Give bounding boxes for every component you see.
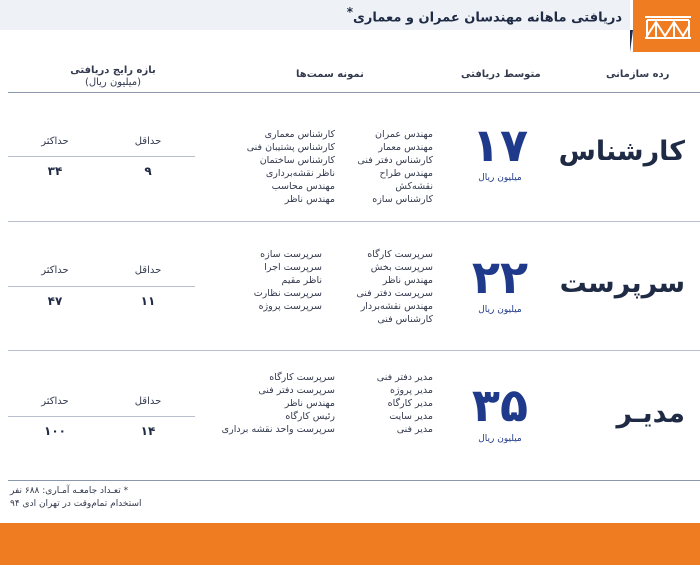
range-min-label: حداقل xyxy=(134,396,162,407)
average-unit: میلیون ریال xyxy=(478,434,522,444)
roles-list-a: مدیر دفتر فنی مدیر پروژه مدیر کارگاه مدیر سایت مدیر فنی xyxy=(376,372,433,435)
roles-list-b: کارشناس معماری کارشناس پشتیبان فنی کارشناس ساختمان ناظر نقشه‌برداری مهندس محاسب مهندس ناظر xyxy=(246,129,335,205)
roles-list-a: سرپرست کارگاه سرپرست بخش مهندس ناظر سرپرست دفتر فنی مهندس نقشه‌بردار کارشناس فنی xyxy=(356,249,433,325)
range-min-label: حداقل xyxy=(134,265,162,276)
header-divider xyxy=(8,92,700,93)
row-divider xyxy=(8,350,700,351)
roles-list-a: مهندس عمران مهندس معمار کارشناس دفتر فنی مهندس طراح نقشه‌کش کارشناس سازه xyxy=(357,129,433,205)
range-max-label: حداکثر xyxy=(41,136,69,147)
rank-title: سرپرست xyxy=(559,268,685,299)
range-divider xyxy=(8,156,195,157)
range-max-value: ۴۷ xyxy=(47,294,63,308)
roles-list-b: سرپرست کارگاه سرپرست دفتر فنی مهندس ناظر رئیس کارگاه سرپرست واحد نقشه برداری xyxy=(221,372,335,435)
range-max-value: ۱۰۰ xyxy=(44,424,66,438)
range-min-value: ۱۴ xyxy=(140,424,156,438)
range-divider xyxy=(8,286,195,287)
table-bottom-divider xyxy=(8,480,700,481)
footnote-scope: استخدام تمام‌وقت در تهران ادی ۹۴ xyxy=(10,499,142,509)
bridge-logo-icon xyxy=(633,0,700,52)
rank-title: کارشناس xyxy=(558,136,685,167)
range-min-label: حداقل xyxy=(134,136,162,147)
column-header-range: بازه رایج دریافتی xyxy=(70,65,156,76)
column-header-sample-roles: نمونه سمت‌ها xyxy=(296,69,364,80)
page-title: دریافتی ماهانه مهندسان عمران و معماری* xyxy=(346,5,622,26)
row-divider xyxy=(8,221,700,222)
rank-title: مدیـر xyxy=(616,398,685,429)
roles-list-b: سرپرست سازه سرپرست اجرا ناظر مقیم سرپرست نظارت سرپرست پروژه xyxy=(253,249,322,312)
column-header-rank: رده سازمانی xyxy=(606,69,670,80)
average-unit: میلیون ریال xyxy=(478,173,522,183)
column-header-average: متوسط دریافتی xyxy=(461,69,541,80)
range-min-value: ۱۱ xyxy=(140,294,156,308)
average-value: ۲۲ xyxy=(471,250,529,304)
range-min-value: ۹ xyxy=(144,164,152,178)
column-header-range-unit: (میلیون ریال) xyxy=(84,77,142,88)
average-value: ۳۵ xyxy=(471,378,529,432)
average-unit: میلیون ریال xyxy=(478,305,522,315)
footnote-sample-size: * تعـداد جامعـه آمـاری: ۶۸۸ نفر xyxy=(10,486,129,496)
range-max-label: حداکثر xyxy=(41,265,69,276)
bottom-brand-bar xyxy=(0,523,700,565)
range-max-label: حداکثر xyxy=(41,396,69,407)
range-divider xyxy=(8,416,195,417)
range-max-value: ۳۴ xyxy=(47,164,63,178)
average-value: ۱۷ xyxy=(471,118,529,172)
